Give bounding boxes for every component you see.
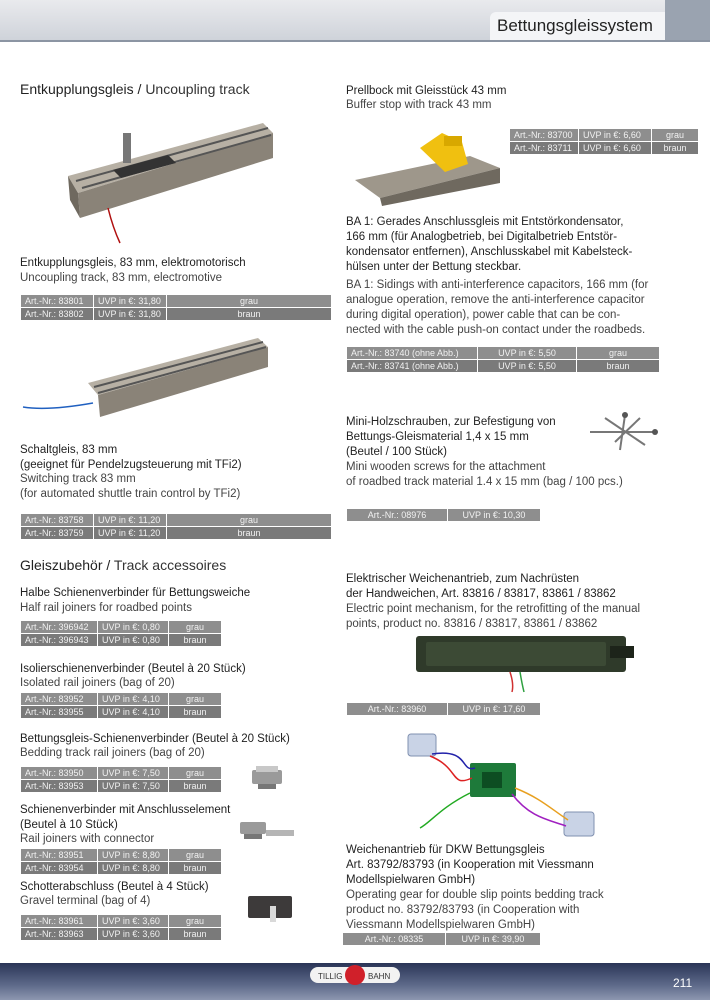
buffer-title-de: Prellbock mit Gleisstück 43 mm xyxy=(346,85,507,97)
rail-joiner-image xyxy=(248,764,288,794)
accessory-title-en: Rail joiners with connector xyxy=(20,833,155,845)
tillig-logo xyxy=(310,964,400,986)
article-number: Art.-Nr.: 83954 xyxy=(21,862,98,875)
switching-title-en-1: Switching track 83 mm xyxy=(20,473,136,485)
price-row xyxy=(21,527,332,540)
accessory-title-en: Isolated rail joiners (bag of 20) xyxy=(20,677,175,689)
price-table-uncoupling xyxy=(20,294,332,321)
color-variant: grau xyxy=(167,514,332,527)
dkw-operating-gear-image xyxy=(400,728,600,843)
switching-title-de-2: (geeignet für Pendelzugsteuerung mit TFi2) xyxy=(20,459,242,471)
article-number: Art.-Nr.: 83758 xyxy=(21,514,94,527)
accessory-title-en: Half rail joiners for roadbed points xyxy=(20,602,192,614)
point-drive-title-de-1: Elektrischer Weichenantrieb, zum Nachrüsten xyxy=(346,573,580,585)
rail-joiner-connector-image xyxy=(236,816,298,852)
price: UVP in €: 0,80 xyxy=(98,634,169,647)
price-row xyxy=(21,915,222,928)
price-table-ba1 xyxy=(346,346,660,373)
point-drive-title-en-1: Electric point mechanism, for the retrofitting of the manual xyxy=(346,603,641,615)
price-table-screws xyxy=(346,508,541,522)
accessory-title-de-2: (Beutel à 10 Stück) xyxy=(20,819,118,831)
price: UVP in €: 5,50 xyxy=(478,360,577,373)
price-row xyxy=(21,514,332,527)
accessory-title-de: Halbe Schienenverbinder für Bettungsweiche xyxy=(20,587,251,599)
article-number: Art.-Nr.: 83801 xyxy=(21,295,94,308)
page-title: Bettungsgleissystem xyxy=(497,16,653,35)
price-table-accessory xyxy=(20,620,222,647)
price: UVP in €: 6,60 xyxy=(579,142,652,155)
ba1-desc-de-1: BA 1: Gerades Anschlussgleis mit Entstörkondensator, xyxy=(346,216,624,228)
color-variant: grau xyxy=(577,347,660,360)
header-divider xyxy=(0,40,710,42)
price: UVP in €: 8,80 xyxy=(98,862,169,875)
price-table-accessory xyxy=(20,766,222,793)
price-row xyxy=(21,780,222,793)
ba1-desc-de-4: hülsen unter der Bettung steckbar. xyxy=(346,261,522,273)
price-row xyxy=(21,308,332,321)
article-number: Art.-Nr.: 83960 xyxy=(347,703,448,716)
accessory-title-en: Bedding track rail joiners (bag of 20) xyxy=(20,747,205,759)
point-drive-title-en-2: points, product no. 83816 / 83817, 83861 / 83862 xyxy=(346,618,598,630)
dkw-title-en-1: Operating gear for double slip points bedding track xyxy=(346,889,604,901)
color-variant: braun xyxy=(169,706,222,719)
price: UVP in €: 5,50 xyxy=(478,347,577,360)
price-table-accessory xyxy=(20,692,222,719)
price: UVP in €: 7,50 xyxy=(98,780,169,793)
price-table-accessory xyxy=(20,848,222,875)
article-number: Art.-Nr.: 83950 xyxy=(21,767,98,780)
price: UVP in €: 17,60 xyxy=(448,703,541,716)
uncoupling-title-de: Entkupplungsgleis, 83 mm, elektromotorisch xyxy=(20,257,246,269)
color-variant: grau xyxy=(169,693,222,706)
point-drive-image xyxy=(410,628,640,694)
heading-en: Track accessoires xyxy=(113,557,227,573)
price-row xyxy=(21,634,222,647)
price-table-dkw xyxy=(342,932,541,946)
price: UVP in €: 11,20 xyxy=(94,514,167,527)
article-number: Art.-Nr.: 83759 xyxy=(21,527,94,540)
color-variant: grau xyxy=(169,621,222,634)
color-variant: grau xyxy=(167,295,332,308)
article-number: Art.-Nr.: 83961 xyxy=(21,915,98,928)
dkw-title-de-2: Art. 83792/83793 (in Kooperation mit Viessmann xyxy=(346,859,594,871)
price-table-accessory xyxy=(20,914,222,941)
price-row xyxy=(343,933,541,946)
article-number: Art.-Nr.: 83955 xyxy=(21,706,98,719)
color-variant: braun xyxy=(169,928,222,941)
dkw-title-en-3: Viessmann Modellspielwaren GmbH) xyxy=(346,919,535,931)
screws-title-de-2: Bettungs-Gleismaterial 1,4 x 15 mm xyxy=(346,431,529,443)
dkw-title-en-2: product no. 83792/83793 (in Cooperation with xyxy=(346,904,580,916)
ba1-desc-de-2: 166 mm (für Analogbetrieb, bei Digitalbetrieb Entstör- xyxy=(346,231,618,243)
accessory-title-de: Schienenverbinder mit Anschlusselement xyxy=(20,804,231,816)
ba1-desc-en-3: during digital operation), power cable that can be con- xyxy=(346,309,621,321)
price-row xyxy=(347,509,541,522)
price-row xyxy=(21,767,222,780)
point-drive-title-de-2: der Handweichen, Art. 83816 / 83817, 83861 / 83862 xyxy=(346,588,616,600)
price-row xyxy=(21,706,222,719)
buffer-stop-image xyxy=(350,128,520,208)
ba1-desc-en-1: BA 1: Sidings with anti-interference capacitors, 166 mm (for xyxy=(346,279,649,291)
price: UVP in €: 3,60 xyxy=(98,928,169,941)
color-variant: braun xyxy=(577,360,660,373)
dkw-title-de-3: Modellspielwaren GmbH) xyxy=(346,874,476,886)
price-row xyxy=(347,347,660,360)
article-number: Art.-Nr.: 83740 (ohne Abb.) xyxy=(347,347,478,360)
section-heading-accessories: Gleiszubehör / Track accessoires xyxy=(20,557,227,573)
article-number: Art.-Nr.: 396943 xyxy=(21,634,98,647)
price: UVP in €: 4,10 xyxy=(98,706,169,719)
price-row xyxy=(510,142,699,155)
price-row xyxy=(510,129,699,142)
heading-de: Entkupplungsgleis xyxy=(20,81,134,97)
color-variant: braun xyxy=(169,634,222,647)
heading-en: Uncoupling track xyxy=(145,81,250,97)
price-row xyxy=(21,928,222,941)
article-number: Art.-Nr.: 396942 xyxy=(21,621,98,634)
accessory-title-en: Gravel terminal (bag of 4) xyxy=(20,895,151,907)
color-variant: grau xyxy=(169,915,222,928)
article-number: Art.-Nr.: 83963 xyxy=(21,928,98,941)
uncoupling-title-en: Uncoupling track, 83 mm, electromotive xyxy=(20,272,222,284)
accessory-title-de: Schotterabschluss (Beutel à 4 Stück) xyxy=(20,881,209,893)
ba1-desc-en-2: analogue operation, remove the anti-interference capacitor xyxy=(346,294,645,306)
article-number: Art.-Nr.: 83802 xyxy=(21,308,94,321)
price: UVP in €: 0,80 xyxy=(98,621,169,634)
price: UVP in €: 31,80 xyxy=(94,295,167,308)
price-row xyxy=(21,862,222,875)
screws-image xyxy=(585,410,667,452)
article-number: Art.-Nr.: 83700 xyxy=(510,129,579,142)
ba1-desc-de-3: kondensator entfernen), Anschlusskabel mit Kabelsteck- xyxy=(346,246,633,258)
price: UVP in €: 4,10 xyxy=(98,693,169,706)
color-variant: braun xyxy=(652,142,699,155)
price-row xyxy=(21,295,332,308)
article-number: Art.-Nr.: 83953 xyxy=(21,780,98,793)
price-row xyxy=(21,849,222,862)
article-number: Art.-Nr.: 08335 xyxy=(343,933,446,946)
price-row xyxy=(21,621,222,634)
price-row xyxy=(347,703,541,716)
price: UVP in €: 11,20 xyxy=(94,527,167,540)
switching-track-image xyxy=(18,333,288,423)
article-number: Art.-Nr.: 83951 xyxy=(21,849,98,862)
section-heading-uncoupling: Entkupplungsgleis / Uncoupling track xyxy=(20,81,250,97)
price: UVP in €: 10,30 xyxy=(448,509,541,522)
buffer-title-en: Buffer stop with track 43 mm xyxy=(346,99,492,111)
color-variant: braun xyxy=(169,780,222,793)
article-number: Art.-Nr.: 83711 xyxy=(510,142,579,155)
article-number: Art.-Nr.: 83952 xyxy=(21,693,98,706)
color-variant: grau xyxy=(652,129,699,142)
price: UVP in €: 7,50 xyxy=(98,767,169,780)
accessory-title-de: Isolierschienenverbinder (Beutel à 20 Stück) xyxy=(20,663,246,675)
price: UVP in €: 6,60 xyxy=(579,129,652,142)
screws-title-en-1: Mini wooden screws for the attachment xyxy=(346,461,546,473)
color-variant: braun xyxy=(167,308,332,321)
screws-title-en-2: of roadbed track material 1.4 x 15 mm (bag / 100 pcs.) xyxy=(346,476,623,488)
gravel-terminal-image xyxy=(244,892,296,926)
article-number: Art.-Nr.: 08976 xyxy=(347,509,448,522)
price-table-buffer xyxy=(509,128,699,155)
price: UVP in €: 8,80 xyxy=(98,849,169,862)
accessory-title-de: Bettungsgleis-Schienenverbinder (Beutel à 20 Stück) xyxy=(20,733,290,745)
price-row xyxy=(347,360,660,373)
svg-text:TILLIG: TILLIG xyxy=(318,972,343,981)
heading-de: Gleiszubehör xyxy=(20,557,103,573)
article-number: Art.-Nr.: 83741 (ohne Abb.) xyxy=(347,360,478,373)
color-variant: grau xyxy=(169,849,222,862)
screws-title-de-1: Mini-Holzschrauben, zur Befestigung von xyxy=(346,416,556,428)
page-number: 211 xyxy=(673,976,693,990)
uncoupling-track-image xyxy=(58,118,278,248)
svg-text:BAHN: BAHN xyxy=(368,972,391,981)
ba1-desc-en-4: nected with the cable push-on contact under the roadbeds. xyxy=(346,324,646,336)
color-variant: grau xyxy=(169,767,222,780)
price: UVP in €: 39,90 xyxy=(446,933,541,946)
color-variant: braun xyxy=(167,527,332,540)
color-variant: braun xyxy=(169,862,222,875)
price-table-switching xyxy=(20,513,332,540)
price: UVP in €: 3,60 xyxy=(98,915,169,928)
switching-title-de-1: Schaltgleis, 83 mm xyxy=(20,444,118,456)
screws-title-de-3: (Beutel / 100 Stück) xyxy=(346,446,447,458)
switching-title-en-2: (for automated shuttle train control by TFi2) xyxy=(20,488,241,500)
header-corner xyxy=(665,0,710,40)
price: UVP in €: 31,80 xyxy=(94,308,167,321)
price-table-point-drive xyxy=(346,702,541,716)
price-row xyxy=(21,693,222,706)
dkw-title-de-1: Weichenantrieb für DKW Bettungsgleis xyxy=(346,844,545,856)
